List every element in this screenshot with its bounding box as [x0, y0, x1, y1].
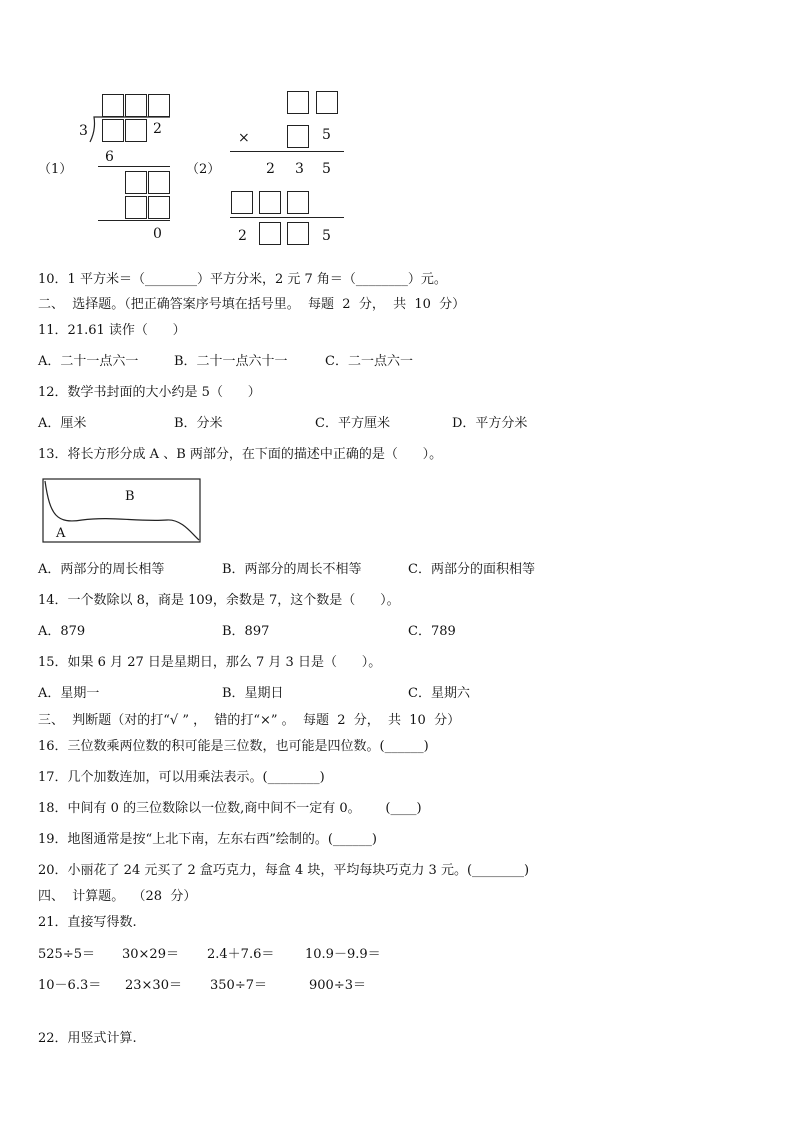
section-3-heading: 三、 判断题（对的打“√ ” ， 错的打“×” 。 每题 2 分， 共 10 分）	[38, 713, 461, 728]
question-21: 21．直接写得数.	[38, 915, 137, 930]
q21-item: 23×30＝	[125, 978, 182, 993]
q12-option-d: D．平方分米	[452, 416, 528, 431]
q15-option-c: C．星期六	[408, 686, 470, 701]
q21-item: 30×29＝	[122, 947, 179, 962]
question-20: 20．小丽花了 24 元买了 2 盒巧克力，每盒 4 块，平均每块巧克力 3 元。(________)	[38, 863, 530, 878]
q21-item: 10.9－9.9＝	[305, 947, 381, 962]
question-10: 10．1 平方米＝（________）平方分米，2 元 7 角＝（________）元。	[38, 272, 447, 287]
q12-option-c: C．平方厘米	[315, 416, 390, 431]
partial-box	[231, 191, 253, 214]
question-19: 19．地图通常是按“上北下南，左东右西”绘制的。(______)	[38, 832, 377, 847]
result-box	[259, 222, 281, 245]
q14-option-a: A．879	[38, 624, 86, 639]
partial-digit: 5	[322, 161, 331, 177]
step-box	[148, 196, 170, 219]
question-13: 13．将长方形分成 A 、B 两部分，在下面的描述中正确的是（ ）。	[38, 447, 443, 462]
q15-option-a: A．星期一	[38, 686, 100, 701]
dividend-box	[102, 119, 124, 142]
q21-item: 525÷5＝	[38, 947, 95, 962]
q13-option-a: A．两部分的周长相等	[38, 562, 165, 577]
question-15: 15．如果 6 月 27 日是星期日，那么 7 月 3 日是（ ）。	[38, 655, 382, 670]
question-18: 18．中间有 0 的三位数除以一位数,商中间不一定有 0。 (____)	[38, 801, 422, 816]
q13-part-a-label: A	[56, 526, 66, 541]
question-22: 22．用竖式计算.	[38, 1031, 137, 1046]
multiplication-line	[230, 217, 344, 218]
multiplication-line	[230, 151, 344, 152]
q21-item: 900÷3＝	[309, 978, 366, 993]
figure-1-label: （1）	[38, 162, 73, 177]
result-digit: 5	[322, 228, 331, 244]
q11-option-a: A．二十一点六一	[38, 354, 139, 369]
subtract-digit: 6	[105, 149, 114, 165]
partial-box	[287, 191, 309, 214]
question-17: 17．几个加数连加，可以用乘法表示。(________)	[38, 770, 325, 785]
q15-option-b: B．星期日	[222, 686, 284, 701]
question-12: 12．数学书封面的大小约是 5（ ）	[38, 385, 261, 400]
dividend-box	[125, 119, 147, 142]
question-14: 14．一个数除以 8，商是 109，余数是 7，这个数是（ ）。	[38, 593, 400, 608]
section-2-heading: 二、 选择题。（把正确答案序号填在括号里。 每题 2 分， 共 10 分）	[38, 297, 466, 312]
section-4-heading: 四、 计算题。 （28 分）	[38, 889, 197, 904]
division-line	[98, 166, 170, 167]
result-box	[287, 222, 309, 245]
multiplier-box	[287, 125, 309, 148]
partial-digit: 2	[266, 161, 275, 177]
divisor: 3	[79, 123, 88, 139]
q21-item: 2.4＋7.6＝	[207, 947, 275, 962]
remainder: 0	[153, 226, 162, 242]
q12-option-a: A．厘米	[38, 416, 87, 431]
q13-option-b: B．两部分的周长不相等	[222, 562, 362, 577]
times-sign: ×	[238, 130, 250, 146]
step-box	[148, 171, 170, 194]
q13-option-c: C．两部分的面积相等	[408, 562, 535, 577]
q12-option-b: B．分米	[174, 416, 223, 431]
figure-2-label: （2）	[186, 162, 221, 177]
partial-box	[259, 191, 281, 214]
q14-option-b: B．897	[222, 624, 270, 639]
q11-option-b: B．二十一点六十一	[174, 354, 288, 369]
q21-item: 350÷7＝	[210, 978, 267, 993]
q13-part-b-label: B	[125, 489, 135, 504]
step-box	[125, 196, 147, 219]
q14-option-c: C．789	[408, 624, 456, 639]
division-line	[98, 220, 170, 221]
question-16: 16．三位数乘两位数的积可能是三位数，也可能是四位数。(______)	[38, 739, 429, 754]
multiplier-digit: 5	[322, 127, 331, 143]
multiplicand-box	[316, 91, 338, 114]
q11-option-c: C．二一点六一	[325, 354, 413, 369]
step-box	[125, 171, 147, 194]
multiplicand-box	[287, 91, 309, 114]
q21-item: 10－6.3＝	[38, 978, 102, 993]
dividend-digit: 2	[153, 121, 162, 137]
question-11: 11．21.61 读作（ ）	[38, 323, 186, 338]
result-digit: 2	[238, 228, 247, 244]
partial-digit: 3	[295, 161, 304, 177]
